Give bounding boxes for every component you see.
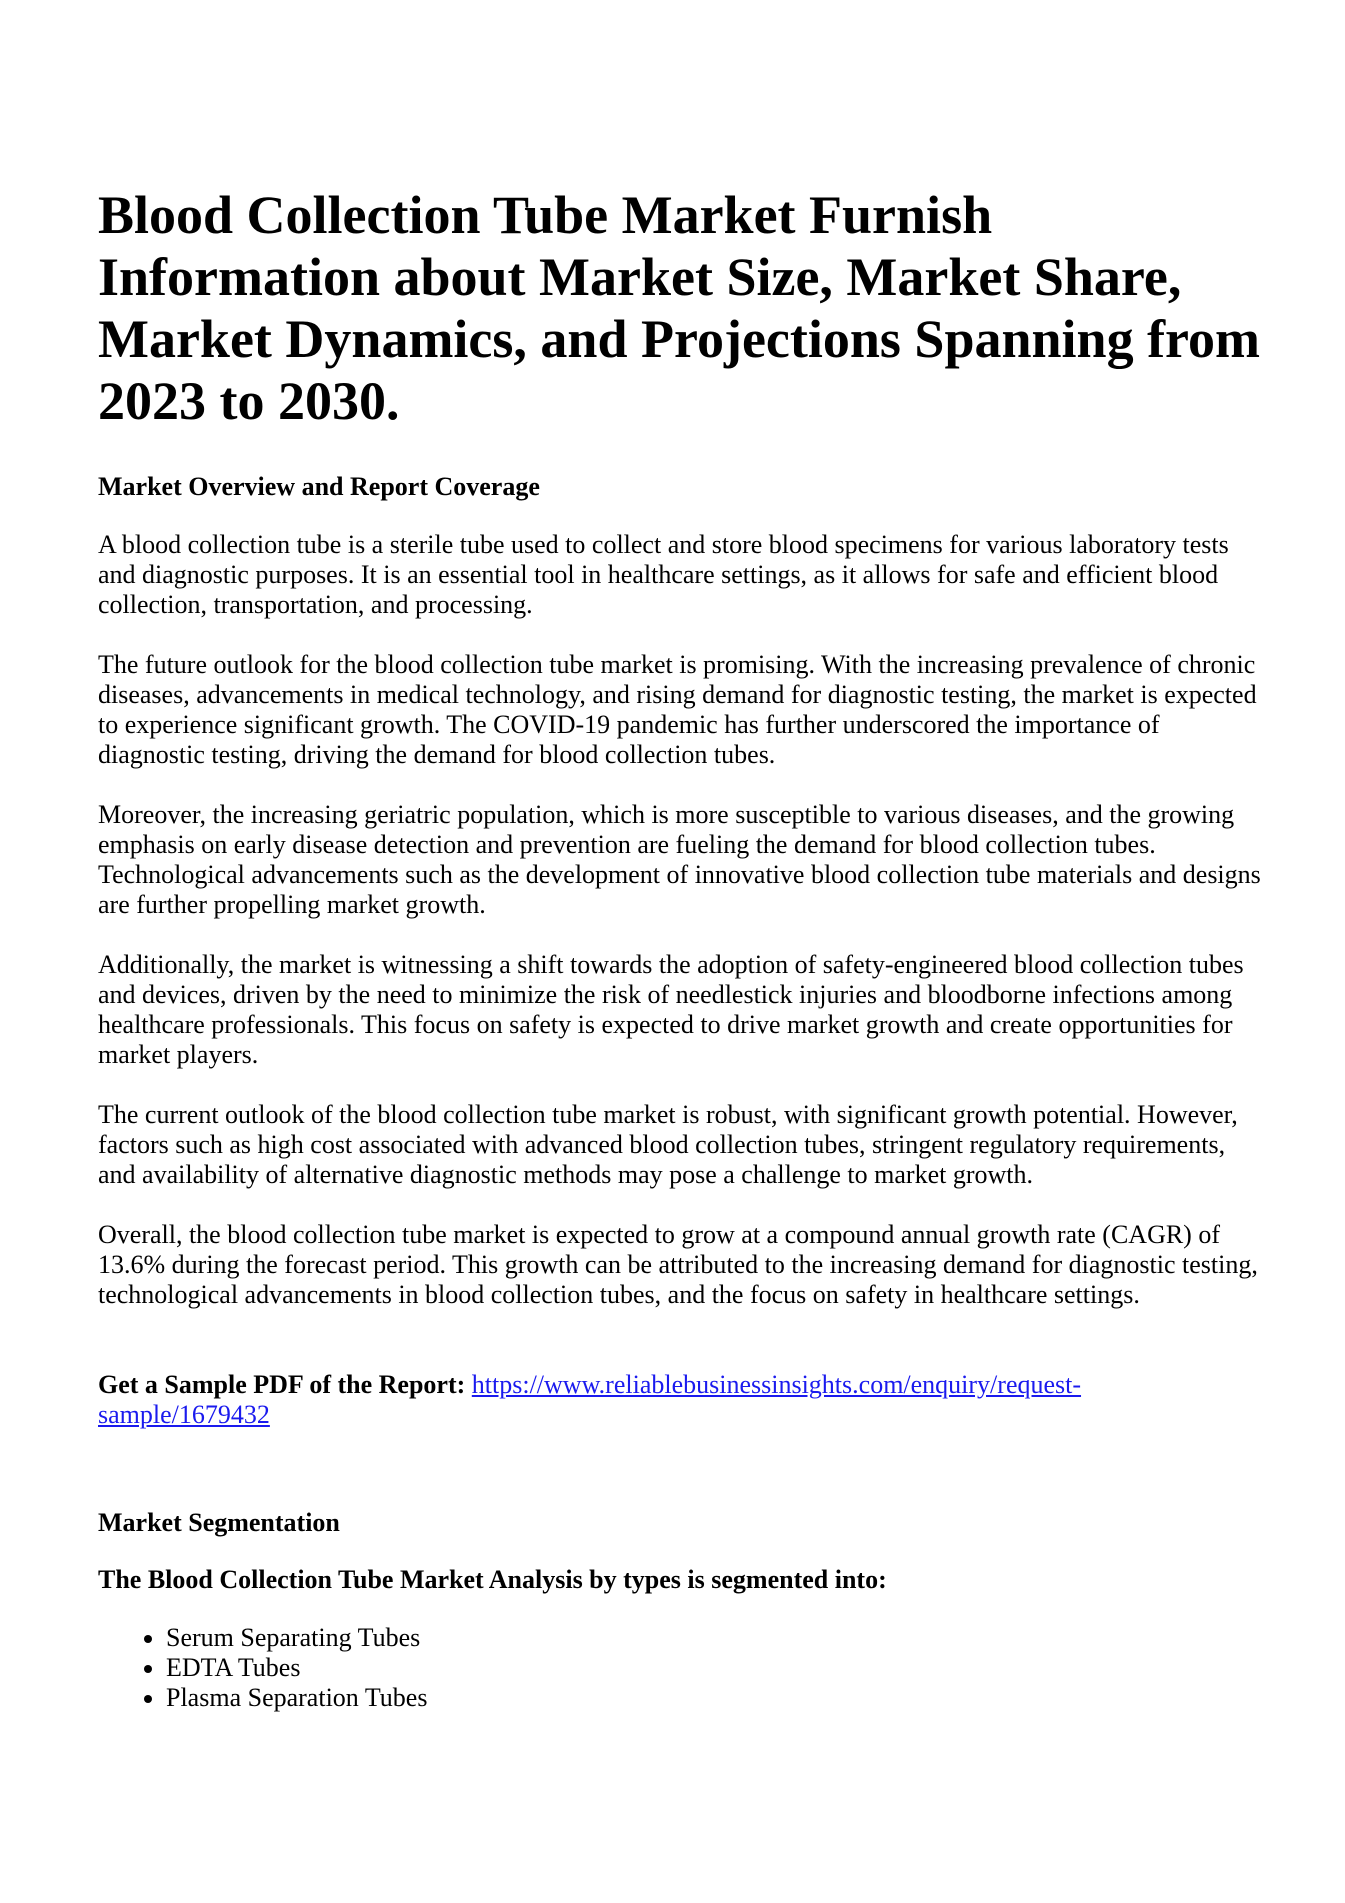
list-item: • Plasma Separation Tubes bbox=[166, 1683, 427, 1713]
overview-paragraph-2: The future outlook for the blood collection tube market is promising. With the increasing prevalence of chronic diseases, advancements in medical technology, and rising demand for diagnostic testing, the market is expected to experience significant growth. The COVID-19 pandemic has further underscored the importance of diagnostic testing, driving the demand for blood collection tubes. bbox=[98, 650, 1257, 769]
overview-heading: Market Overview and Report Coverage bbox=[98, 472, 540, 501]
page-title: Blood Collection Tube Market Furnish Information about Market Size, Market Share, Market Dynamics, and Projections Spanning from 2023 to 2030. bbox=[98, 185, 1261, 431]
sample-pdf-line bbox=[98, 1370, 1158, 1430]
overview-paragraph-3: Moreover, the increasing geriatric population, which is more susceptible to various diseases, and the growing emphasis on early disease detection and prevention are fueling the demand for blood collection tubes. Technological advancements such as the development of innovative blood collection tube materials and designs are further propelling market growth. bbox=[98, 800, 1261, 919]
overview-paragraph-1: A blood collection tube is a sterile tube used to collect and store blood specimens for various laboratory tests and diagnostic purposes. It is an essential tool in healthcare settings, as it allows for safe and efficient blood collection, transportation, and processing. bbox=[98, 530, 1229, 619]
sample-pdf-label: Get a Sample PDF of the Report: bbox=[98, 1370, 466, 1399]
overview-paragraph-6: Overall, the blood collection tube market is expected to grow at a compound annual growth rate (CAGR) of 13.6% during the forecast period. This growth can be attributed to the increasing demand for diagnostic testing, technological advancements in blood collection tubes, and the focus on safety in healthcare settings. bbox=[98, 1220, 1258, 1309]
overview-paragraph-5: The current outlook of the blood collection tube market is robust, with significant growth potential. However, factors such as high cost associated with advanced blood collection tubes, stringent regulatory requirements, and availability of alternative diagnostic methods may pose a challenge to market growth. bbox=[98, 1100, 1238, 1189]
segmentation-heading: Market Segmentation bbox=[98, 1508, 340, 1537]
list-item: • Serum Separating Tubes bbox=[166, 1623, 427, 1653]
list-item: • EDTA Tubes bbox=[166, 1653, 427, 1683]
types-list bbox=[98, 1623, 427, 1713]
sample-pdf-link[interactable]: https://www.reliablebusinessinsights.com/enquiry/request-sample/1679432 bbox=[98, 1370, 1082, 1429]
overview-paragraph-4: Additionally, the market is witnessing a shift towards the adoption of safety-engineered blood collection tubes and devices, driven by the need to minimize the risk of needlestick injuries and bloodborne infections among healthcare professionals. This focus on safety is expected to drive market growth and create opportunities for market players. bbox=[98, 950, 1244, 1069]
types-heading: The Blood Collection Tube Market Analysis by types is segmented into: bbox=[98, 1565, 887, 1594]
